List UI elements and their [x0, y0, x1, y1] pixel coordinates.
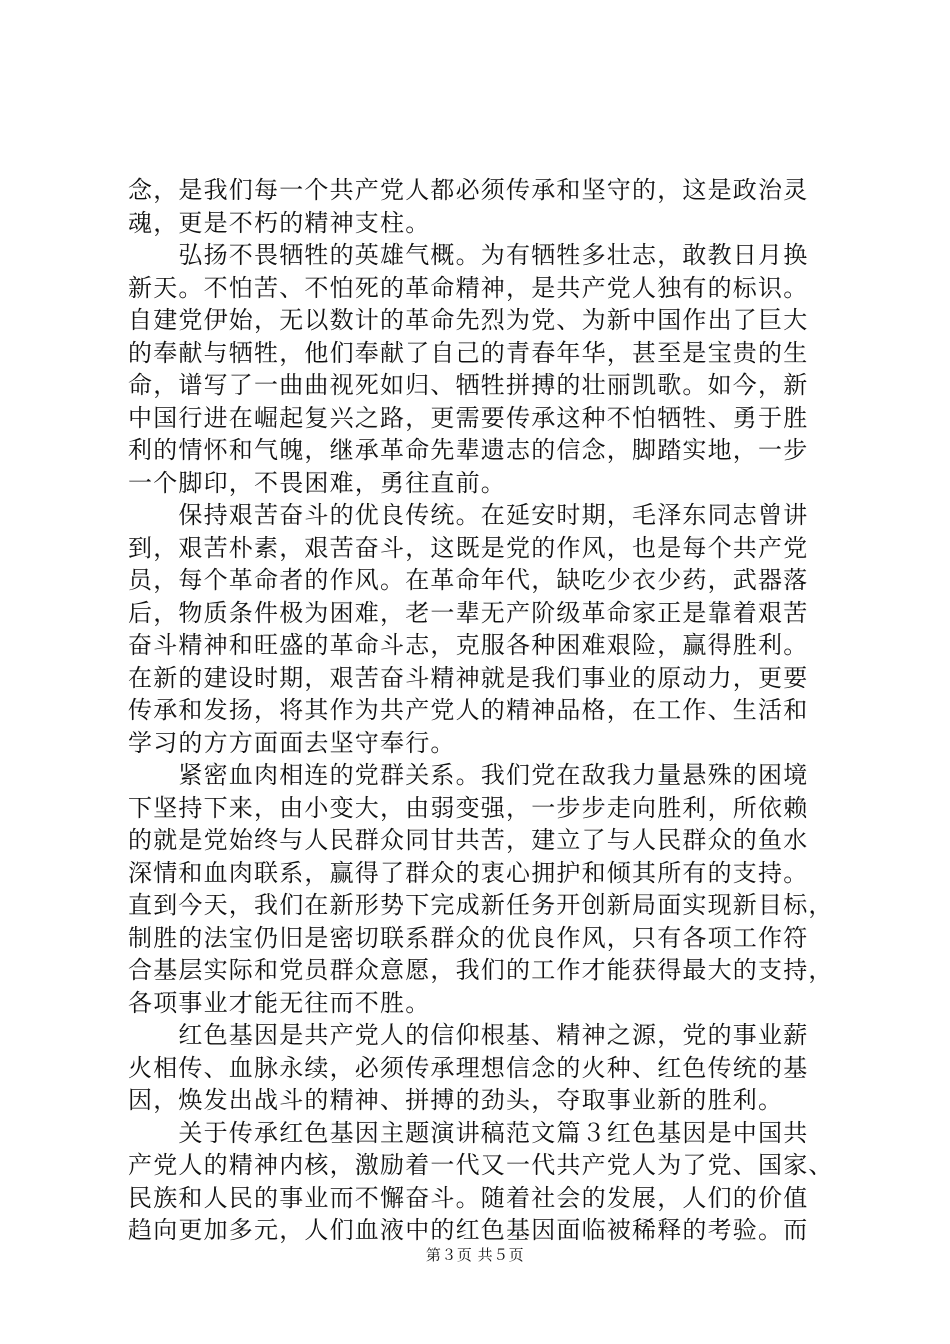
text-line: 制胜的法宝仍旧是密切联系群众的优良作风，只有各项工作符: [128, 923, 809, 952]
text-line: 员，每个革命者的作风。在革命年代，缺吃少衣少药，武器落: [128, 566, 809, 594]
document-body: [128, 174, 832, 1247]
text-line: 学习的方方面面去坚守奉行。: [128, 728, 456, 757]
text-line: 后，物质条件极为困难，老一辈无产阶级革命家正是靠着艰苦: [128, 598, 809, 627]
text-line: 趋向更加多元，人们血液中的红色基因面临被稀释的考验。而: [128, 1216, 809, 1244]
text-line: 因，焕发出战斗的精神、拼搏的劲头，夺取事业新的胜利。: [128, 1086, 784, 1114]
text-line: 念，是我们每一个共产党人都必须传承和坚守的，这是政治灵: [128, 176, 809, 204]
text-line: 魂，更是不朽的精神支柱。: [128, 208, 431, 237]
text-line: 火相传、血脉永续，必须传承理想信念的火种、红色传统的基: [128, 1053, 809, 1082]
text-line: 一个脚印，不畏困难，勇往直前。: [128, 468, 506, 497]
text-line: 合基层实际和党员群众意愿，我们的工作才能获得最大的支持，: [128, 956, 834, 984]
text-line: 在新的建设时期，艰苦奋斗精神就是我们事业的原动力，更要: [128, 663, 809, 692]
text-line: 到，艰苦朴素，艰苦奋斗，这既是党的作风，也是每个共产党: [128, 533, 809, 562]
page-number-footer: 第３页 共５页: [425, 1246, 525, 1264]
text-line: 保持艰苦奋斗的优良传统。在延安时期，毛泽东同志曾讲: [128, 501, 809, 529]
text-line: 民族和人民的事业而不懈奋斗。随着社会的发展，人们的价值: [128, 1183, 809, 1212]
text-line: 传承和发扬，将其作为共产党人的精神品格，在工作、生活和: [128, 696, 809, 724]
text-line: 的奉献与牺牲，他们奉献了自己的青春年华，甚至是宝贵的生: [128, 338, 809, 367]
text-line: 红色基因是共产党人的信仰根基、精神之源，党的事业薪: [128, 1021, 809, 1049]
text-line: 深情和血肉联系，赢得了群众的衷心拥护和倾其所有的支持。: [128, 858, 809, 887]
text-line: 自建党伊始，无以数计的革命先烈为党、为新中国作出了巨大: [128, 306, 809, 334]
text-line: 的就是党始终与人民群众同甘共苦，建立了与人民群众的鱼水: [128, 826, 809, 854]
text-line: 利的情怀和气魄，继承革命先辈遗志的信念，脚踏实地，一步: [128, 436, 809, 464]
text-line: 下坚持下来，由小变大，由弱变强，一步步走向胜利，所依赖: [128, 793, 809, 822]
text-line: 各项事业才能无往而不胜。: [128, 988, 431, 1017]
text-line: 中国行进在崛起复兴之路，更需要传承这种不怕牺牲、勇于胜: [128, 403, 809, 432]
text-line: 新天。不怕苦、不怕死的革命精神，是共产党人独有的标识。: [128, 273, 809, 302]
text-line: 直到今天，我们在新形势下完成新任务开创新局面实现新目标，: [128, 891, 834, 919]
text-line: 奋斗精神和旺盛的革命斗志，克服各种困难艰险，赢得胜利。: [128, 631, 809, 659]
text-line: 紧密血肉相连的党群关系。我们党在敌我力量悬殊的困境: [128, 761, 809, 789]
text-line: 命，谱写了一曲曲视死如归、牺牲拼搏的壮丽凯歌。如今，新: [128, 371, 809, 399]
text-line: 弘扬不畏牺牲的英雄气概。为有牺牲多壮志，敢教日月换: [128, 241, 809, 269]
text-line: 关于传承红色基因主题演讲稿范文篇３红色基因是中国共: [128, 1118, 809, 1147]
text-line: 产党人的精神内核，激励着一代又一代共产党人为了党、国家、: [128, 1151, 834, 1179]
